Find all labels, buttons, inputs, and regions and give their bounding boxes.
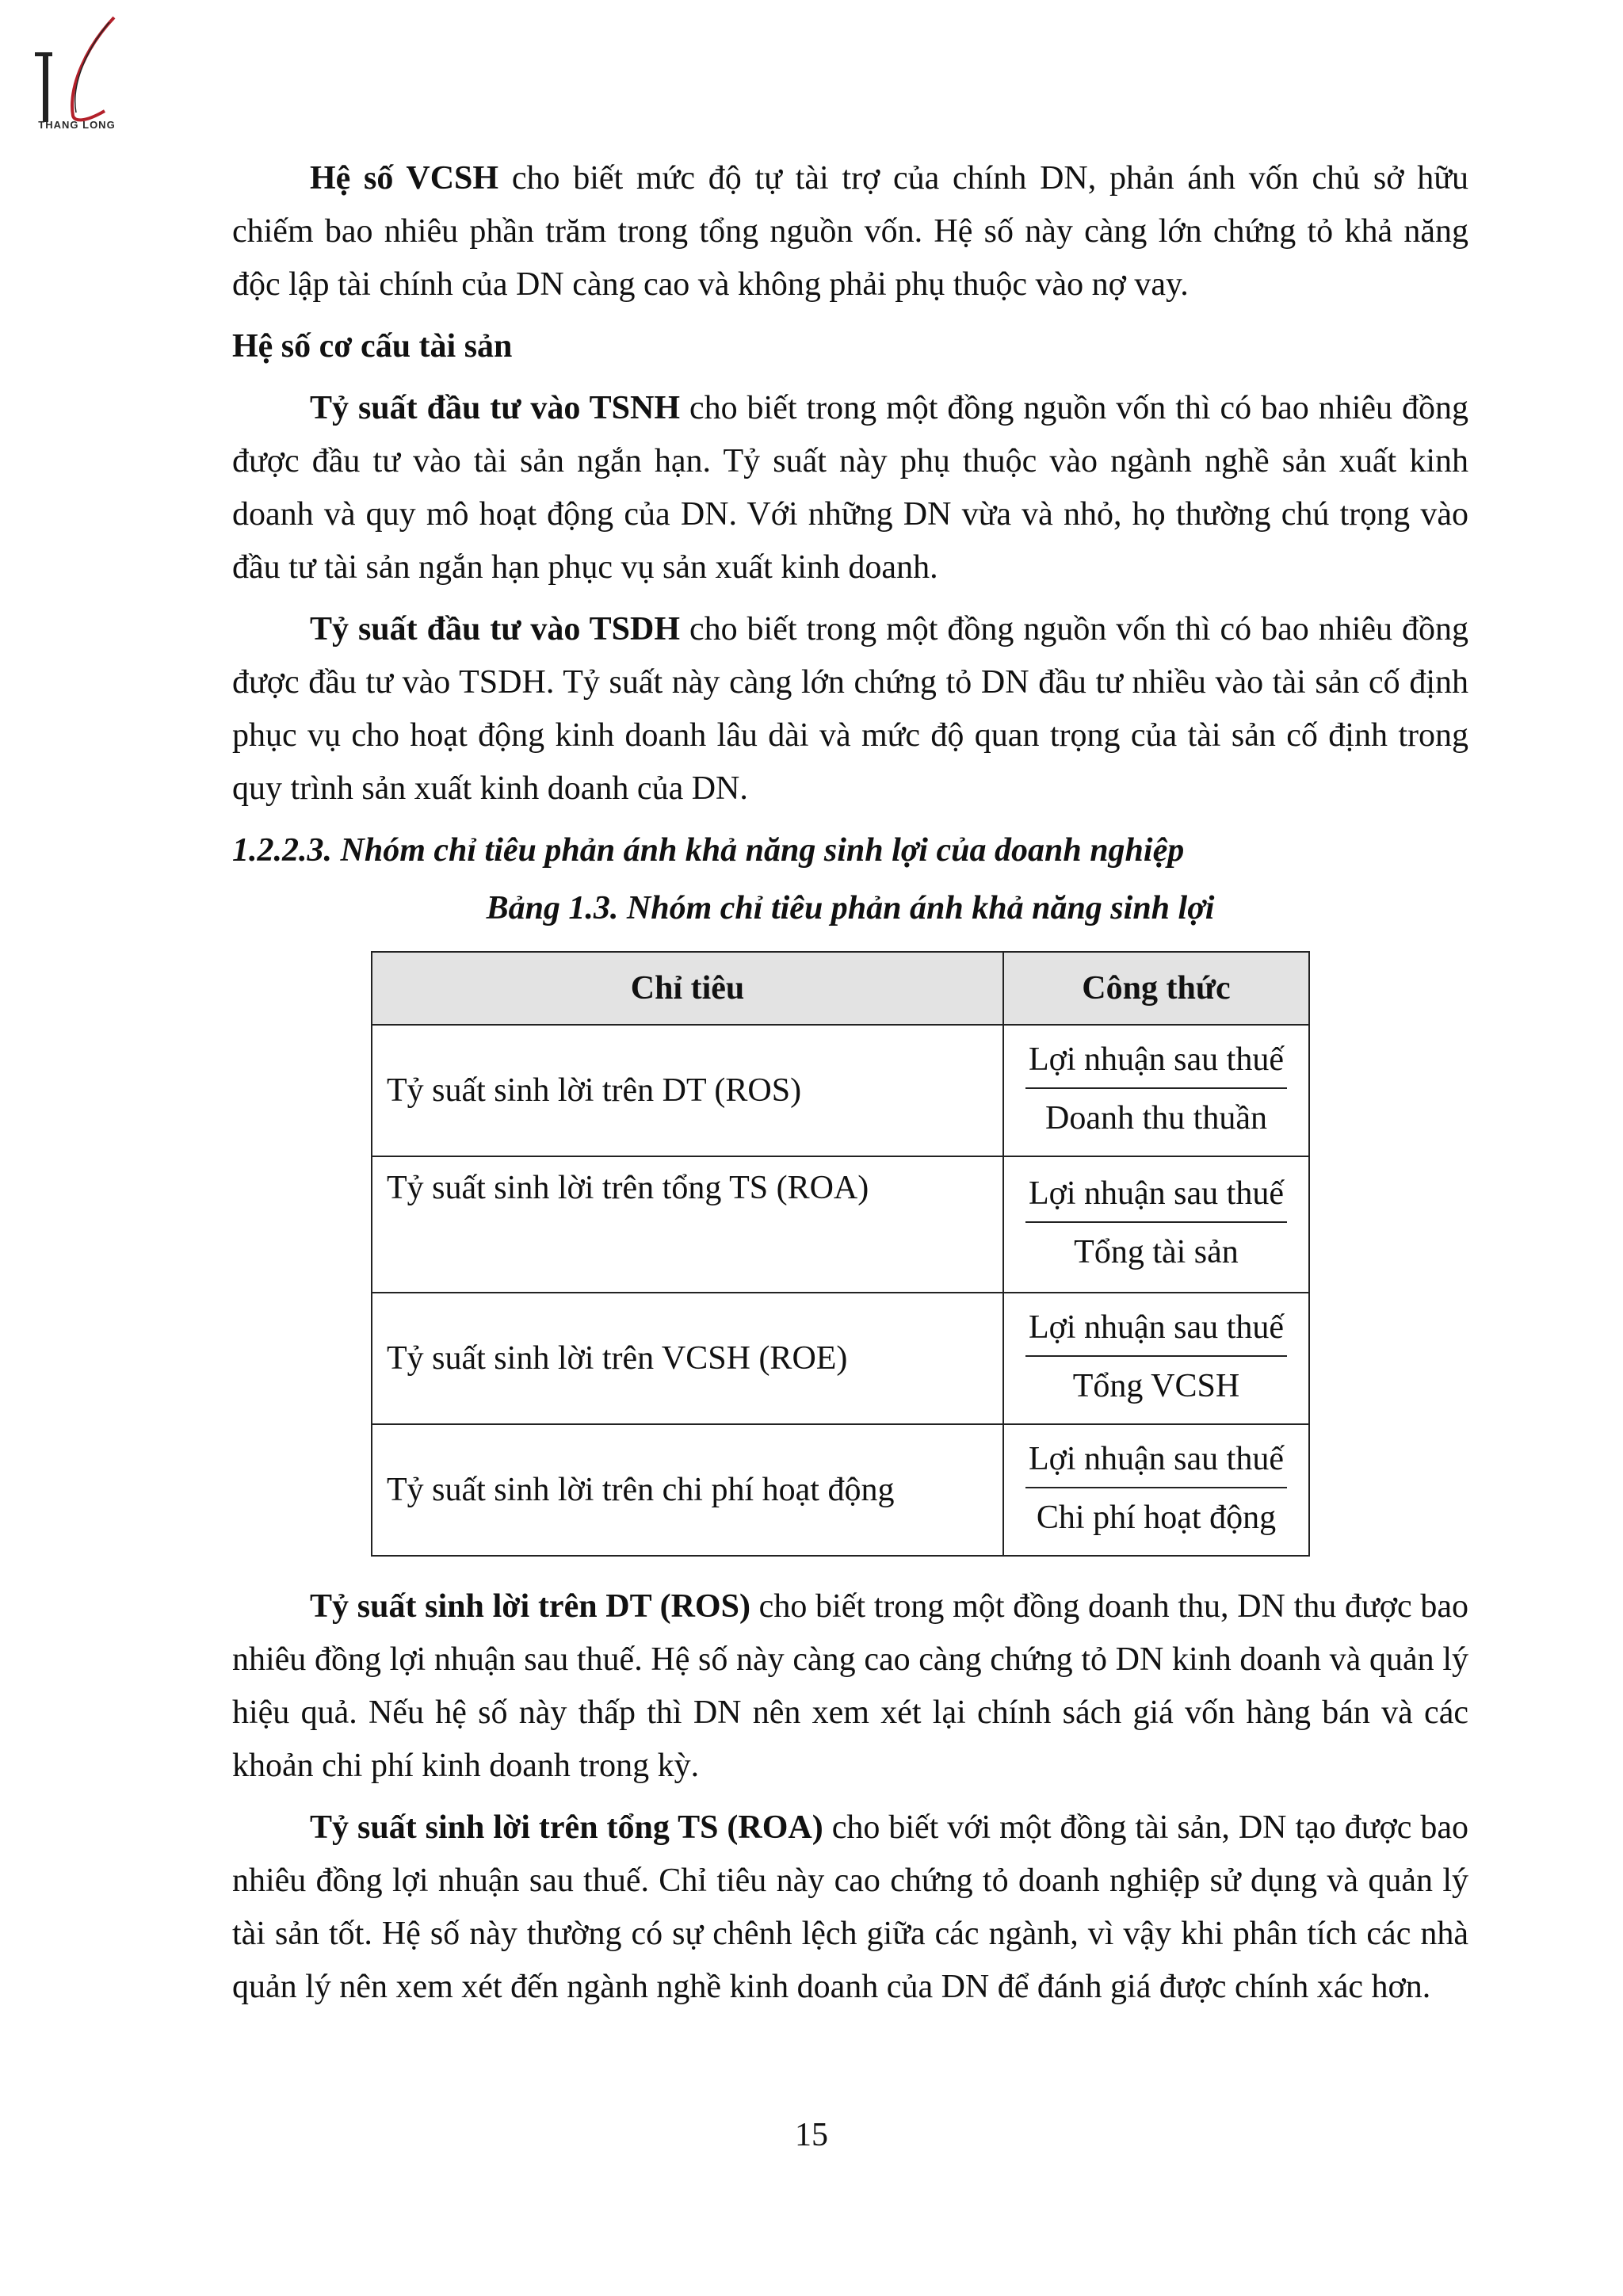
section-title: 1.2.2.3. Nhóm chỉ tiêu phản ánh khả năng sinh lợi của doanh nghiệp — [232, 832, 1185, 869]
vcsh-paragraph — [232, 152, 1468, 311]
formula-denominator: Chi phí hoạt động — [1036, 1499, 1277, 1536]
formula-fraction — [1025, 1037, 1287, 1141]
table-header-row — [372, 952, 1309, 1025]
indicator-name: Tỷ suất sinh lời trên DT (ROS) — [372, 1025, 1003, 1156]
tsdh-paragraph — [232, 603, 1468, 816]
logo-caption: THANG LONG — [38, 119, 116, 131]
tsnh-paragraph — [232, 382, 1468, 594]
formula-denominator: Tổng VCSH — [1072, 1367, 1240, 1404]
formula-numerator: Lợi nhuận sau thuế — [1025, 1436, 1287, 1488]
header-indicator: Chỉ tiêu — [372, 952, 1003, 1025]
roa-text: cho biết với một đồng tài sản, DN tạo được bao nhiêu đồng lợi nhuận sau thuế. Chỉ tiêu này cao chứng tỏ doanh nghiệp sử dụng và quản lý tài sản tốt. Hệ số này thường có sự chênh lệch giữa các ngành, vì vậy khi phân tích các nhà quản lý nên xem xét đến ngành nghề kinh doanh của DN để đánh giá được chính xác hơn. — [232, 1809, 1468, 2005]
table-row — [372, 1156, 1309, 1293]
formula-denominator: Doanh thu thuần — [1045, 1099, 1267, 1137]
formula-numerator: Lợi nhuận sau thuế — [1025, 1305, 1287, 1357]
indicator-name: Tỷ suất sinh lời trên VCSH (ROE) — [372, 1293, 1003, 1424]
vcsh-text: cho biết mức độ tự tài trợ của chính DN, phản ánh vốn chủ sở hữu chiếm bao nhiêu phần trăm trong tổng nguồn vốn. Hệ số này càng lớn chứng tỏ khả năng độc lập tài chính của DN càng cao và không phải phụ thuộc vào nợ vay. — [232, 160, 1468, 303]
formula-cell — [1003, 1424, 1309, 1556]
ros-paragraph — [232, 1580, 1468, 1793]
indicator-name: Tỷ suất sinh lời trên chi phí hoạt động — [372, 1424, 1003, 1556]
university-logo — [32, 14, 151, 157]
ros-term: Tỷ suất sinh lời trên DT (ROS) — [310, 1588, 750, 1625]
formula-fraction — [1025, 1305, 1287, 1409]
vcsh-term: Hệ số VCSH — [310, 160, 499, 197]
profitability-table — [371, 951, 1310, 1557]
roa-paragraph — [232, 1801, 1468, 2014]
formula-numerator: Lợi nhuận sau thuế — [1025, 1037, 1287, 1089]
formula-cell — [1003, 1156, 1309, 1293]
tsnh-term: Tỷ suất đầu tư vào TSNH — [310, 390, 680, 426]
formula-fraction — [1025, 1436, 1287, 1541]
ros-text: cho biết trong một đồng doanh thu, DN thu được bao nhiêu đồng lợi nhuận sau thuế. Hệ số này càng cao càng chứng tỏ DN kinh doanh và quản lý hiệu quả. Nếu hệ số này thấp thì DN nên xem xét lại chính sách giá vốn hàng bán và các khoản chi phí kinh doanh trong kỳ. — [232, 1588, 1468, 1784]
table-row — [372, 1293, 1309, 1424]
tsnh-text: cho biết trong một đồng nguồn vốn thì có bao nhiêu đồng được đầu tư vào tài sản ngắn hạn. Tỷ suất này phụ thuộc vào ngành nghề sản xuất kinh doanh và quy mô hoạt động của DN. Với những DN vừa và nhỏ, họ thường chú trọng vào đầu tư tài sản ngắn hạn phục vụ sản xuất kinh doanh. — [232, 390, 1468, 586]
formula-fraction — [1025, 1171, 1287, 1275]
asset-structure-heading: Hệ số cơ cấu tài sản — [232, 328, 513, 365]
table-row — [372, 1424, 1309, 1556]
page-number: 15 — [795, 2117, 828, 2153]
formula-cell — [1003, 1025, 1309, 1156]
header-formula: Công thức — [1003, 952, 1309, 1025]
tsdh-term: Tỷ suất đầu tư vào TSDH — [310, 611, 680, 648]
logo-mark-icon — [32, 14, 135, 125]
table-row — [372, 1025, 1309, 1156]
tsdh-text: cho biết trong một đồng nguồn vốn thì có bao nhiêu đồng được đầu tư vào TSDH. Tỷ suất này càng lớn chứng tỏ DN đầu tư nhiều vào tài sản cố định phục vụ cho hoạt động kinh doanh lâu dài và mức độ quan trọng của tài sản cố định trong quy trình sản xuất kinh doanh của DN. — [232, 611, 1468, 807]
indicator-name: Tỷ suất sinh lời trên tổng TS (ROA) — [372, 1156, 1003, 1293]
roa-term: Tỷ suất sinh lời trên tổng TS (ROA) — [310, 1809, 823, 1846]
formula-numerator: Lợi nhuận sau thuế — [1025, 1171, 1287, 1223]
page-content — [232, 152, 1468, 2023]
formula-cell — [1003, 1293, 1309, 1424]
table-caption: Bảng 1.3. Nhóm chỉ tiêu phản ánh khả năng sinh lợi — [486, 890, 1215, 926]
formula-denominator: Tổng tài sản — [1074, 1233, 1239, 1270]
